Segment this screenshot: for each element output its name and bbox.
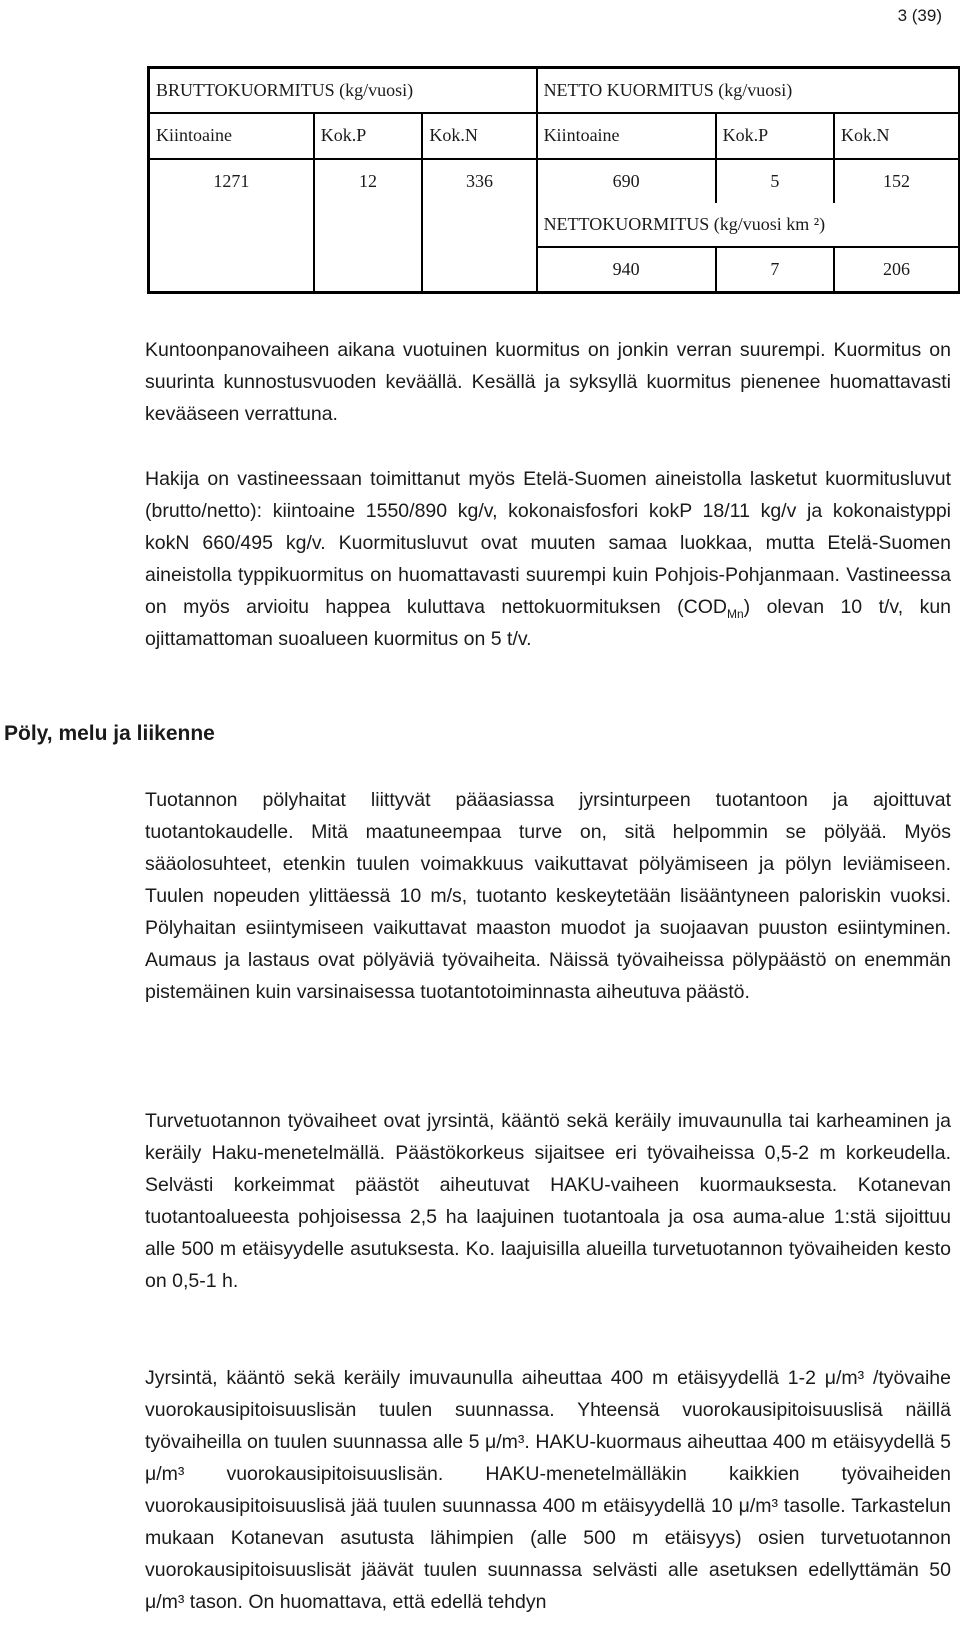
brutto-title: BRUTTOKUORMITUS (kg/vuosi) [149,68,537,114]
table-value-cell: 152 [834,159,959,203]
paragraph-load-period: Kuntoonpanovaiheen aikana vuotuinen kuormitus on jonkin verran suurempi. Kuormitus on suurinta kunnostusvuoden keväällä. Kesällä ja syksyllä kuormitus pienenee huomattavasti kevääseen verrattuna. [145,339,951,425]
load-table [147,66,960,294]
table-value-cell: 206 [834,247,959,293]
table-empty-cell [149,203,314,247]
table-header-cell: Kok.P [716,113,834,158]
page-number: 3 (39) [897,6,942,25]
table-header-cell: Kok.N [834,113,959,158]
table-value-cell: 336 [422,159,536,203]
table-header-cell: Kiintoaine [149,113,314,158]
table-value-cell: 1271 [149,159,314,203]
table-value-cell: 12 [314,159,423,203]
netto-title: NETTO KUORMITUS (kg/vuosi) [543,80,793,101]
table-empty-cell [314,247,423,293]
paragraph-work-phases: Turvetuotannon työvaiheet ovat jyrsintä, kääntö sekä keräily imuvaunulla tai karheaminen ja keräily Haku-menetelmällä. Päästökorkeus sijaitsee eri työvaiheissa 0,5-2 m korkeudella. Selvästi korkeimmat päästöt aiheutuvat HAKU-vaiheen kuormauksesta. Kotanevan tuotantoalueesta pohjoisessa 2,5 ha laajuinen tuotantoala ja osa auma-alue 1:stä sijoittuu alle 500 m etäisyydelle asutuksesta. Ko. laajuisilla alueilla turvetuotannon työvaiheiden kesto on 0,5-1 h. [145,1110,951,1292]
table-empty-cell [314,203,423,247]
table-value-cell: 940 [537,247,716,293]
table-header-cell: Kok.P [314,113,423,158]
cod-subscript: Mn [726,606,744,621]
table-empty-cell [149,247,314,293]
paragraph-dust-hazards: Tuotannon pölyhaitat liittyvät pääasiassa jyrsinturpeen tuotantoon ja ajoittuvat tuotantokaudelle. Mitä maatuneempaa turve on, sitä helpommin se pölyää. Myös sääolosuhteet, etenkin tuulen voimakkuus vaikuttavat pölyämiseen ja pölyn leviämiseen. Tuulen nopeuden ylittäessä 10 m/s, tuotanto keskeytetään lisääntyneen paloriskin vuoksi. Pölyhaitan esiintymiseen vaikuttavat maaston muodot ja suojaavan puuston esiintyminen. Aumaus ja lastaus ovat pölyäviä työvaiheita. Näissä työvaiheissa pölypäästö on enemmän pistemäinen kuin varsinaisessa tuotantotoiminnasta aiheutuva päästö. [145,789,951,1003]
table-value-cell: 690 [537,159,716,203]
table-value-cell: 5 [716,159,834,203]
nettokuormitus-title: NETTOKUORMITUS (kg/vuosi km ²) [543,213,826,234]
paragraph-dust-concentrations: Jyrsintä, kääntö sekä keräily imuvaunulla aiheuttaa 400 m etäisyydellä 1-2 μ/m³ /työvaihe vuorokausipitoisuuslisän tuulen suunnassa. Yhteensä vuorokausipitoisuuslisä näillä työvaiheilla on tuulen suunnassa alle 5 μ/m³. HAKU-kuormaus aiheuttaa 400 m etäisyydellä 5 μ/m³ vuorokausipitoisuuslisän. HAKU-menetelmälläkin kaikkien työvaiheiden vuorokausipitoisuuslisä jää tuulen suunnassa 400 m etäisyydellä 10 μ/m³ tasolle. Tarkastelun mukaan Kotanevan asutusta lähimpien (alle 500 m etäisyys) osien turvetuotannon vuorokausipitoisuuslisät jäävät tuulen suunnassa selvästi alle asetuksen edellyttämän 50 μ/m³ tason. On huomattava, että edellä tehdyn [145,1367,951,1613]
table-header-cell: Kok.N [422,113,536,158]
section-title: Pöly, melu ja liikenne [4,722,215,745]
table-value-cell: 7 [716,247,834,293]
table-header-cell: Kiintoaine [537,113,716,158]
paragraph-south-finland-data [145,463,951,655]
paragraph-text: ) olevan 10 t/v, kun ojittamattoman suoalueen kuormitus on 5 t/v. [145,596,952,650]
table-empty-cell [422,203,536,247]
paragraph-text: Hakija on vastineessaan toimittanut myös Etelä-Suomen aineistolla lasketut kuormitusluvut (brutto/netto): kiintoaine 1550/890 kg/v, kokonaisfosfori kokP 18/11 kg/v ja kokonaistyppi kokN 660/495 kg/v. Kuormitusluvut ovat muuten samaa luokkaa, mutta Etelä-Suomen aineistolla typpikuormitus on huomattavasti suurempi kuin Pohjois-Pohjanmaan. Vastineessa on myös arvioitu happea kuluttava nettokuormituksen (COD [145,468,951,618]
table-empty-cell [422,247,536,293]
